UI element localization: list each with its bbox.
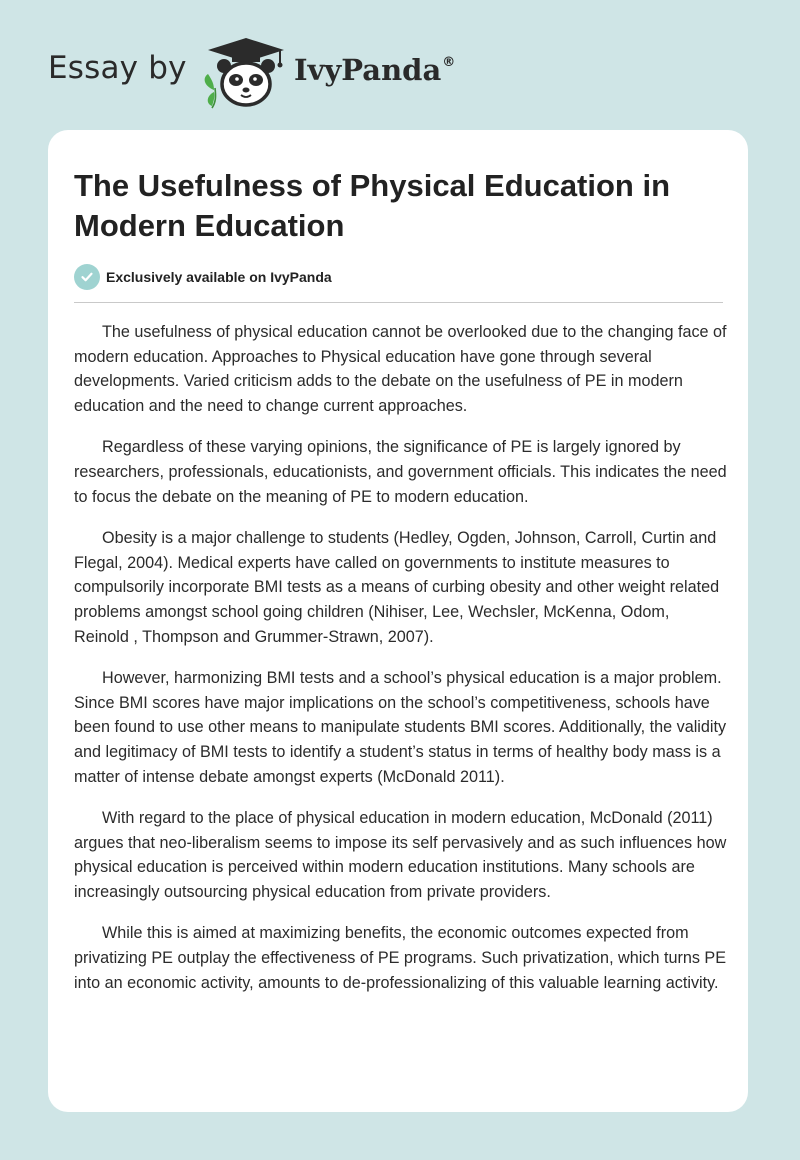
essay-title: The Usefulness of Physical Education in Modern Education [74, 168, 671, 243]
exclusive-badge [74, 263, 332, 291]
essay-paragraph: Regardless of these varying opinions, the significance of PE is largely ignored by researchers, professionals, educationists, and government officials. This indicates the need to focus the debate on the meaning of PE to modern education. [74, 438, 727, 506]
essay-paragraph: However, harmonizing BMI tests and a school’s physical education is a major problem. Since BMI scores have major implications on the school’s competitiveness, schools have been found to use other means to manipulate students BMI scores. Additionally, the validity and legitimacy of BMI tests to identify a student’s status in terms of healthy body mass is a matter of intense debate amongst experts (McDonald 2011). [74, 669, 727, 786]
essay-paragraph: Obesity is a major challenge to students (Hedley, Ogden, Johnson, Carroll, Curtin and Flegal, 2004). Medical experts have called on governments to institute measures to compulsorily incorporate BMI tests as a means of curbing obesity and other weight related problems amongst school going children (Nihiser, Lee, Wechsler, McKenna, Odom, Reinold , Thompson and Grummer-Strawn, 2007). [74, 529, 720, 646]
registered-mark: ® [442, 55, 456, 70]
title-divider [74, 302, 723, 303]
check-circle-icon [74, 264, 100, 290]
essay-paragraph: The usefulness of physical education cannot be overlooked due to the changing face of modern education. Approaches to Physical education have gone through several developments. Varied criticism adds to the debate on the usefulness of PE in modern education and the need to change current approaches. [74, 323, 727, 415]
essay-body [74, 320, 728, 1012]
ivypanda-panda-logo-icon[interactable] [200, 34, 292, 110]
essay-by-label: Essay by [48, 50, 187, 86]
essay-paragraph: With regard to the place of physical education in modern education, McDonald (2011) argues that neo-liberalism seems to impose its self pervasively and as such influences how physical education is perceived within modern education institutions. Many schools are increasingly outsourcing physical education from private providers. [74, 809, 727, 901]
site-header [0, 0, 800, 128]
ivypanda-brand-name[interactable]: IvyPanda® [294, 53, 456, 87]
essay-paragraph: While this is aimed at maximizing benefits, the economic outcomes expected from privatizing PE outplay the effectiveness of PE programs. Such privatization, which turns PE into an economic activity, amounts to de-professionalizing of this valuable learning activity. [74, 924, 727, 992]
exclusive-label: Exclusively available on IvyPanda [106, 269, 332, 285]
essay-card [48, 130, 748, 1112]
